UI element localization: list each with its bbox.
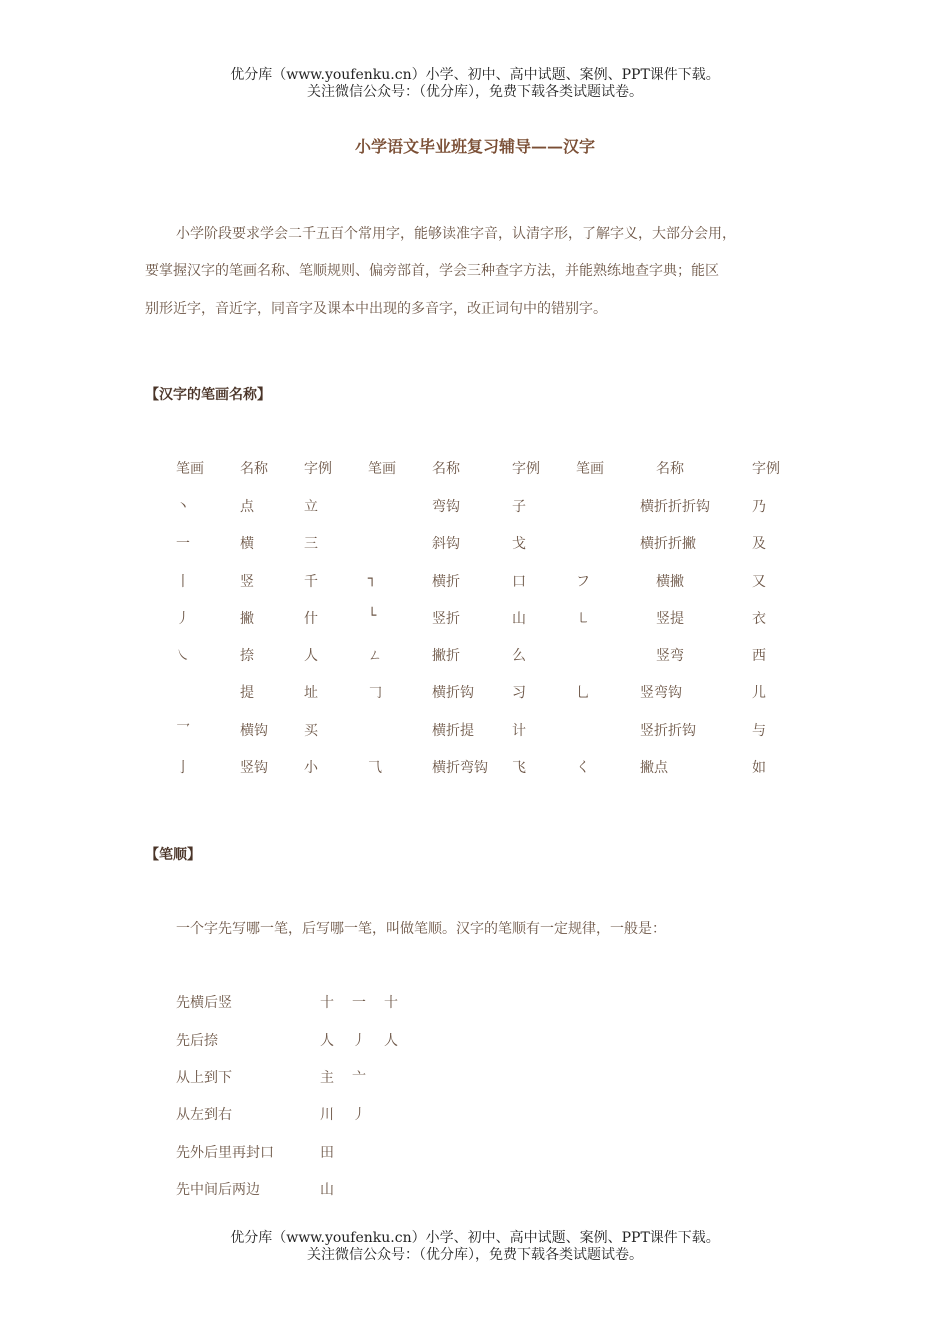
table-cell: ㇏ <box>176 648 190 664</box>
table-cell: 儿 <box>752 685 766 701</box>
table-cell: 西 <box>752 648 766 664</box>
table-cell: 斜钩 <box>432 536 460 552</box>
rule-example: 十 <box>320 995 334 1011</box>
table-cell: 竖 <box>240 574 254 590</box>
table-cell: く <box>576 760 590 776</box>
table-cell: 丨 <box>176 574 190 590</box>
table-cell: ⺄ <box>368 760 382 776</box>
table-cell: 竖弯钩 <box>640 685 682 701</box>
table-cell: └ <box>368 608 377 624</box>
rule-label: 从左到右 <box>176 1107 232 1123</box>
rule-example: 田 <box>320 1145 334 1161</box>
table-cell: 址 <box>304 685 318 701</box>
table-cell: ┐ <box>368 571 377 587</box>
table-header-cell: 字例 <box>752 461 780 477</box>
table-cell: 三 <box>304 536 318 552</box>
table-cell: 横折提 <box>432 723 474 739</box>
table-cell: 丿 <box>176 611 190 627</box>
table-cell: 竖折 <box>432 611 460 627</box>
table-cell: 捺 <box>240 648 254 664</box>
rule-example: 人 <box>320 1033 334 1049</box>
rule-label: 先后捺 <box>176 1033 218 1049</box>
table-cell: 点 <box>240 499 254 515</box>
table-cell: 横折折折钩 <box>640 499 710 515</box>
table-cell: フ <box>576 574 590 590</box>
stroke-names-heading: 【汉字的笔画名称】 <box>145 387 271 403</box>
table-cell: 横折弯钩 <box>432 760 488 776</box>
table-header-cell: 笔画 <box>176 461 204 477</box>
table-cell: 立 <box>304 499 318 515</box>
table-cell: 弯钩 <box>432 499 460 515</box>
table-cell: 山 <box>512 611 526 627</box>
table-cell: 竖钩 <box>240 760 268 776</box>
table-cell: 买 <box>304 723 318 739</box>
table-cell: 横钩 <box>240 723 268 739</box>
rule-label: 先横后竖 <box>176 995 232 1011</box>
table-cell: 千 <box>304 574 318 590</box>
table-cell: 竖折折钩 <box>640 723 696 739</box>
table-cell: 乃 <box>752 499 766 515</box>
table-cell: 小 <box>304 760 318 776</box>
header-line-1: 优分库（www.youfenku.cn）小学、初中、高中试题、案例、PPT课件下载。 <box>230 67 720 83</box>
table-cell: 习 <box>512 685 526 701</box>
table-cell: 衣 <box>752 611 766 627</box>
table-cell: 横折钩 <box>432 685 474 701</box>
rule-example: 川 <box>320 1107 334 1123</box>
table-cell: 及 <box>752 536 766 552</box>
intro-line-3: 别形近字，音近字，同音字及课本中出现的多音字，改正词句中的错别字。 <box>145 301 607 317</box>
table-cell: 丶 <box>176 499 190 515</box>
rule-label: 从上到下 <box>176 1070 232 1086</box>
stroke-order-intro: 一个字先写哪一笔，后写哪一笔，叫做笔顺。汉字的笔顺有一定规律，一般是： <box>176 921 666 937</box>
page-footer <box>0 1230 950 1264</box>
intro-line-1: 小学阶段要求学会二千五百个常用字，能够读准字音，认清字形，了解字义，大部分会用， <box>176 226 736 242</box>
table-cell: 横 <box>240 536 254 552</box>
table-cell: ㇄ <box>576 611 590 627</box>
rule-label: 先外后里再封口 <box>176 1145 274 1161</box>
table-cell: 口 <box>512 574 526 590</box>
table-cell: 横折 <box>432 574 460 590</box>
rule-example: 一 <box>352 995 366 1011</box>
rule-example: 十 <box>384 995 398 1011</box>
table-cell: 竖弯 <box>656 648 684 664</box>
table-cell: 子 <box>512 499 526 515</box>
table-header-cell: 字例 <box>304 461 332 477</box>
table-cell: 乛 <box>176 723 190 739</box>
table-cell: 一 <box>176 536 190 552</box>
table-cell: 撇折 <box>432 648 460 664</box>
table-cell: 乚 <box>576 685 590 701</box>
intro-line-2: 要掌握汉字的笔画名称、笔顺规则、偏旁部首，学会三种查字方法，并能熟练地查字典；能区 <box>145 263 719 279</box>
footer-line-1: 优分库（www.youfenku.cn）小学、初中、高中试题、案例、PPT课件下载。 <box>230 1230 720 1246</box>
table-cell: 横撇 <box>656 574 684 590</box>
table-header-cell: 笔画 <box>368 461 396 477</box>
table-cell: 与 <box>752 723 766 739</box>
rule-example: 人 <box>384 1033 398 1049</box>
table-cell: 亅 <box>176 760 190 776</box>
table-cell: 人 <box>304 648 318 664</box>
rule-example: 丿 <box>352 1107 366 1123</box>
table-cell: 横折折撇 <box>640 536 696 552</box>
table-cell: 提 <box>240 685 254 701</box>
rule-example: 亠 <box>352 1070 366 1086</box>
table-cell: ㄥ <box>368 648 382 664</box>
rule-example: 主 <box>320 1070 334 1086</box>
page-header <box>0 67 950 101</box>
table-header-cell: 名称 <box>656 461 684 477</box>
stroke-order-heading: 【笔顺】 <box>145 847 201 863</box>
rule-example: 山 <box>320 1182 334 1198</box>
table-cell: 么 <box>512 648 526 664</box>
table-cell: 什 <box>304 611 318 627</box>
document-title: 小学语文毕业班复习辅导——汉字 <box>354 137 595 156</box>
table-cell: 如 <box>752 760 766 776</box>
table-header-cell: 名称 <box>432 461 460 477</box>
table-cell: 戈 <box>512 536 526 552</box>
table-header-cell: 名称 <box>240 461 268 477</box>
table-header-cell: 字例 <box>512 461 540 477</box>
table-cell: 计 <box>512 723 526 739</box>
table-cell: 撇 <box>240 611 254 627</box>
header-line-2: 关注微信公众号：（优分库），免费下载各类试题试卷。 <box>307 84 643 100</box>
table-header-cell: 笔画 <box>576 461 604 477</box>
table-cell: 飞 <box>512 760 526 776</box>
footer-line-2: 关注微信公众号：（优分库），免费下载各类试题试卷。 <box>307 1247 643 1263</box>
table-cell: 𠃌 <box>368 685 382 701</box>
rule-example: 丿 <box>352 1033 366 1049</box>
table-cell: 撇点 <box>640 760 668 776</box>
table-cell: 竖提 <box>656 611 684 627</box>
table-cell: 又 <box>752 574 766 590</box>
rule-label: 先中间后两边 <box>176 1182 260 1198</box>
